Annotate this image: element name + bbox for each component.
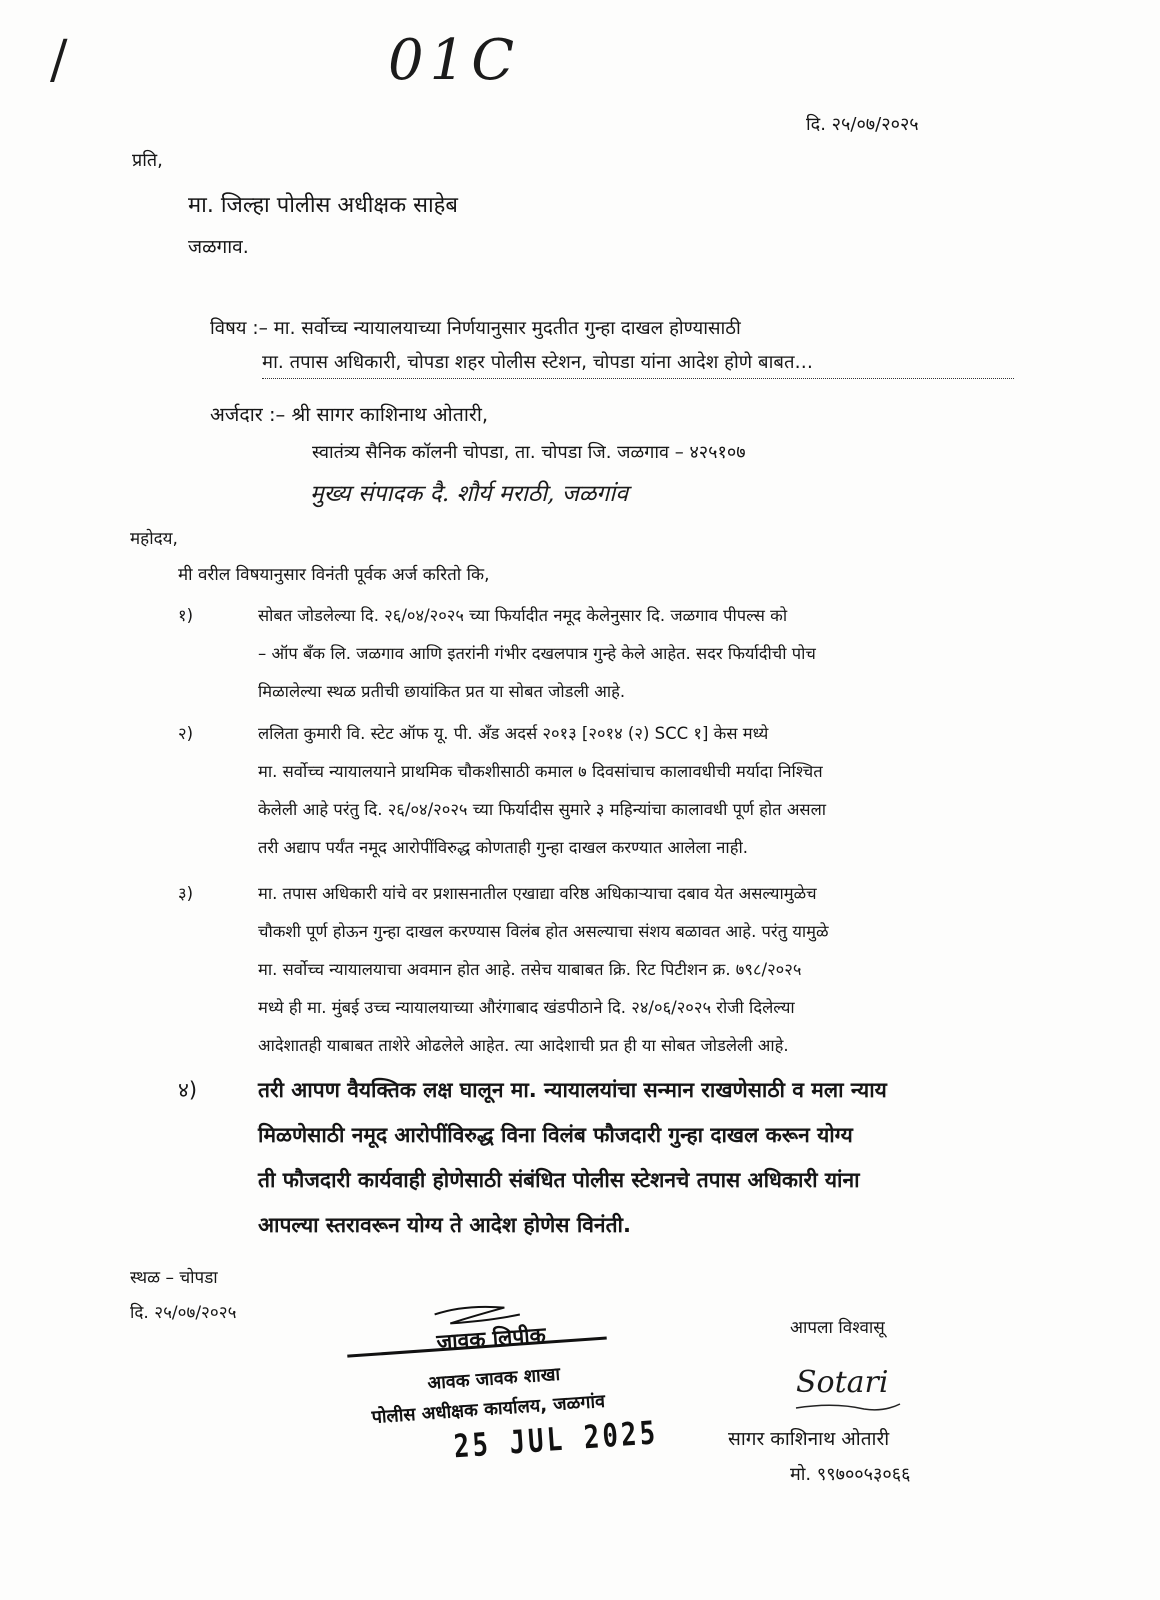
point-line: मध्ये ही मा. मुंबई उच्च न्यायालयाच्या औरंगाबाद खंडपीठाने दि. २४/०६/२०२५ रोजी दिलेल्या [258, 998, 795, 1017]
stamp-clerk-label: जावक लिपीक [435, 1322, 547, 1355]
point-line: ललिता कुमारी वि. स्टेट ऑफ यू. पी. अँड अदर्स २०१३ [२०१४ (२) SCC १] केस मध्ये [258, 724, 769, 743]
point-line: सोबत जोडलेल्या दि. २६/०४/२०२५ च्या फिर्यादीत नमूद केलेनुसार दि. जळगाव पीपल्स को [258, 606, 788, 625]
footer-date: दि. २५/०७/२०२५ [130, 1303, 237, 1323]
intro-text: मी वरील विषयानुसार विनंती पूर्वक अर्ज करितो कि, [178, 565, 490, 585]
point-line: तरी आपण वैयक्तिक लक्ष घालून मा. न्यायालयांचा सन्मान राखणेसाठी व मला न्याय [258, 1078, 887, 1102]
stamp-office-label: पोलीस अधीक्षक कार्यालय, जळगांव [370, 1390, 606, 1429]
office-receipt-stamp [366, 1307, 695, 1469]
point-text [258, 597, 1078, 711]
point-line: मा. सर्वोच्च न्यायालयाने प्राथमिक चौकशीसाठी कमाल ७ दिवसांचाच कालावधीची मर्यादा निश्चित [258, 762, 823, 781]
point-number: ३) [178, 884, 194, 903]
letter-date: दि. २५/०७/२०२५ [806, 114, 919, 135]
point-line: मिळालेल्या स्थळ प्रतीची छायांकित प्रत या सोबत जोडली आहे. [258, 682, 626, 701]
point-line: – ऑप बँक लि. जळगाव आणि इतरांनी गंभीर दखलपात्र गुन्हे केले आहेत. सदर फिर्यादीची पोच [258, 644, 816, 663]
subject-underline [262, 378, 1014, 379]
applicant-name: सागर काशिनाथ ओतारी [728, 1428, 890, 1450]
point-number: ४) [178, 1078, 198, 1102]
point-line: मा. तपास अधिकारी यांचे वर प्रशासनातील एखाद्या वरिष्ठ अधिकाऱ्याचा दबाव येत असल्यामुळेच [258, 884, 817, 903]
handwritten-file-mark: 01C [388, 28, 521, 93]
point-line: मिळणेसाठी नमूद आरोपींविरुद्ध विना विलंब फौजदारी गुन्हा दाखल करून योग्य [258, 1123, 853, 1147]
recipient-title: मा. जिल्हा पोलीस अधीक्षक साहेब [188, 193, 458, 218]
point-line: मा. सर्वोच्च न्यायालयाचा अवमान होत आहे. तसेच याबाबत क्रि. रिट पिटीशन क्र. ७९८/२०२५ [258, 960, 802, 979]
applicant-address: स्वातंत्र्य सैनिक कॉलनी चोपडा, ता. चोपडा जि. जळगाव – ४२५१०७ [312, 442, 746, 463]
point-line: केलेली आहे परंतु दि. २६/०४/२०२५ च्या फिर्यादीस सुमारे ३ महिन्यांचा कालावधी पूर्ण होत असला [258, 800, 827, 819]
salutation: महोदय, [130, 529, 178, 549]
point-text [258, 1068, 1088, 1248]
point-line: आदेशातही याबाबत ताशेरे ओढलेले आहेत. त्या आदेशाची प्रत ही या सोबत जोडलेली आहे. [258, 1036, 789, 1055]
applicant-mobile: मो. ९९७००५३०६६ [790, 1464, 911, 1485]
closing-text: आपला विश्वासू [790, 1318, 885, 1338]
footer-place: स्थळ – चोपडा [130, 1268, 218, 1288]
stamp-section-label: आवक जावक शाखा [426, 1363, 561, 1395]
recipient-place: जळगाव. [188, 236, 249, 258]
recipient-prati: प्रति, [132, 150, 163, 171]
point-number: १) [178, 606, 194, 625]
subject-line-2: मा. तपास अधिकारी, चोपडा शहर पोलीस स्टेशन, चोपडा यांना आदेश होणे बाबत… [262, 352, 813, 373]
point-number: २) [178, 724, 194, 743]
point-line: तरी अद्याप पर्यंत नमूद आरोपींविरुद्ध कोणताही गुन्हा दाखल करण्यात आलेला नाही. [258, 838, 748, 857]
point-line: ती फौजदारी कार्यवाही होणेसाठी संबंधित पोलीस स्टेशनचे तपास अधिकारी यांना [258, 1168, 860, 1192]
corner-pen-mark: / [50, 30, 68, 90]
signature: Sotari [796, 1365, 889, 1400]
point-text [258, 875, 1078, 1065]
subject-line-1: विषय :– मा. सर्वोच्च न्यायालयाच्या निर्णयानुसार मुदतीत गुन्हा दाखल होण्यासाठी [210, 318, 741, 339]
point-line: आपल्या स्तरावरून योग्य ते आदेश होणेस विनंती. [258, 1213, 631, 1237]
point-line: चौकशी पूर्ण होऊन गुन्हा दाखल करण्यास विलंब होत असल्याचा संशय बळावत आहे. परंतु यामुळे [258, 922, 829, 941]
stamp-date: 25 JUL 2025 [452, 1413, 660, 1466]
applicant-line-1: अर्जदार :– श्री सागर काशिनाथ ओतारी, [210, 403, 489, 426]
signature-underline [794, 1400, 904, 1414]
point-text [258, 715, 1078, 867]
applicant-handwritten-designation: मुख्य संपादक दै. शौर्य मराठी, जळगांव [310, 481, 629, 507]
